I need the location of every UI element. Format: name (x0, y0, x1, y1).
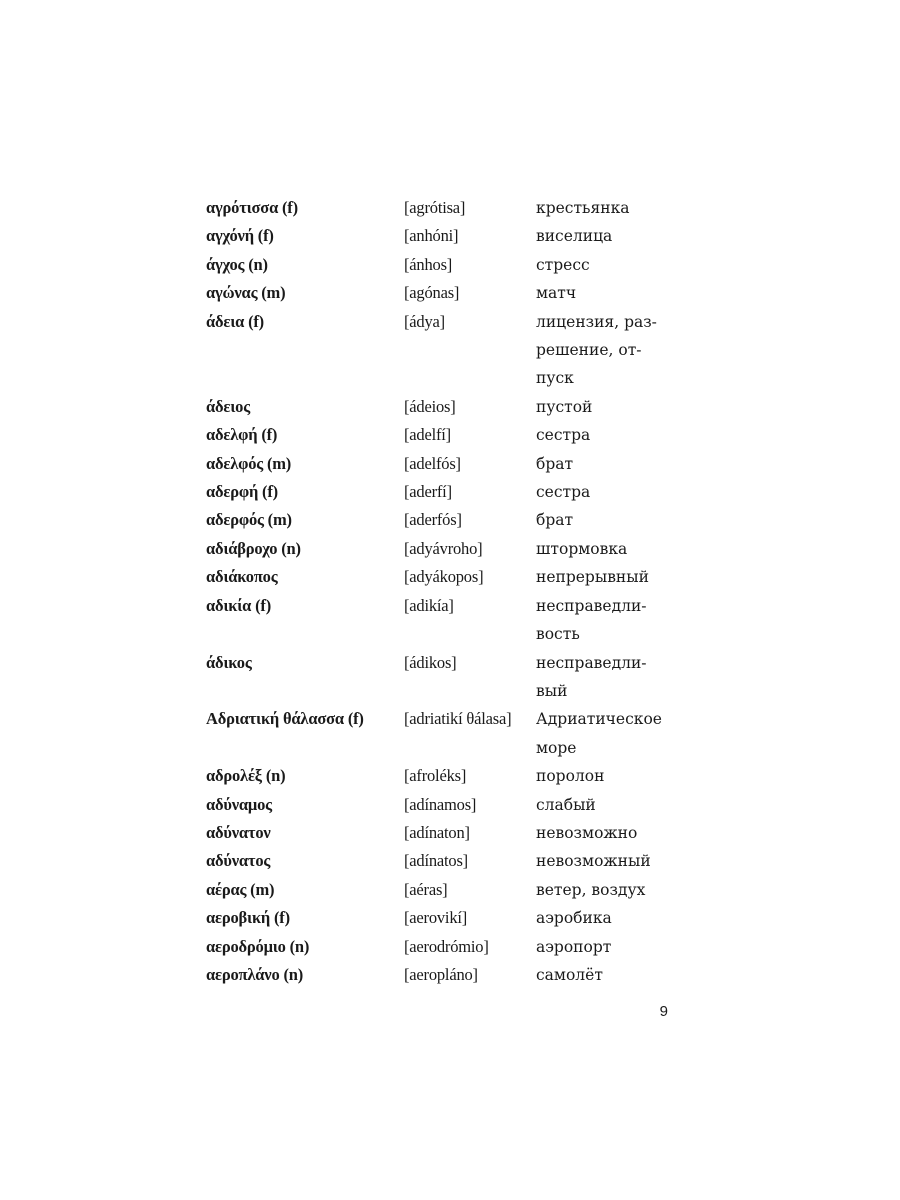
dictionary-entry (206, 506, 676, 534)
page-number: 9 (659, 1003, 668, 1020)
dictionary-entry (206, 393, 676, 421)
entry-word: αδύναμος (206, 794, 272, 814)
dictionary-entry (206, 592, 676, 649)
entry-meaning-line: слабый (536, 795, 596, 814)
entry-meaning (536, 819, 676, 847)
dictionary-entry (206, 933, 676, 961)
dictionary-entry (206, 279, 676, 307)
entry-meaning-line: самолёт (536, 965, 603, 984)
entry-word: αδιάκοπος (206, 567, 278, 587)
entry-meaning-line: крестьянка (536, 199, 630, 217)
entry-meaning-line: сестра (536, 426, 591, 445)
entry-transcription: [aeropláno] (404, 964, 478, 984)
dictionary-entry (206, 421, 676, 449)
entry-transcription: [ádeios] (404, 396, 456, 416)
entry-transcription: [adyávroho] (404, 538, 483, 558)
entry-meaning (536, 933, 676, 961)
entry-meaning-line: сестра (536, 483, 591, 502)
entry-meaning-line: пуск (536, 369, 574, 388)
entry-meaning (536, 961, 676, 989)
entry-transcription: [adínamos] (404, 794, 477, 814)
entry-meaning (536, 251, 676, 279)
entry-meaning-line: брат (536, 511, 574, 530)
entry-transcription: [ánhos] (404, 254, 453, 274)
entry-transcription: [adriatikí θálasa] (404, 709, 512, 729)
entry-meaning-line: вый (536, 681, 568, 700)
entry-meaning (536, 876, 676, 904)
entry-meaning-line: штормовка (536, 539, 628, 558)
entry-word: Αδριατική θάλασσα (f) (206, 709, 364, 729)
entry-transcription: [aderfí] (404, 482, 452, 502)
entry-meaning-line: пустой (536, 397, 593, 416)
entry-meaning-line: ветер, воздух (536, 880, 646, 899)
entry-word: αδελφή (f) (206, 425, 278, 445)
entry-meaning-line: вость (536, 625, 580, 644)
dictionary-entry (206, 222, 676, 250)
entry-meaning (536, 904, 676, 932)
entry-meaning-line: лицензия, раз- (536, 312, 657, 331)
entry-word: αδικία (f) (206, 595, 271, 615)
entry-meaning-line: аэробика (536, 909, 612, 928)
entry-transcription: [adelfí] (404, 425, 451, 445)
entry-meaning (536, 279, 676, 307)
dictionary-entry (206, 251, 676, 279)
entry-meaning (536, 762, 676, 790)
entry-word: άδειος (206, 396, 250, 416)
entry-meaning-line: матч (536, 284, 577, 303)
entry-meaning (536, 506, 676, 534)
entry-meaning-line: море (536, 738, 577, 757)
entry-meaning-line: Адриатическое (536, 710, 662, 729)
entry-meaning (536, 847, 676, 875)
dictionary-entry (206, 847, 676, 875)
entry-meaning-line: виселица (536, 227, 613, 246)
entry-meaning (536, 308, 676, 393)
entry-meaning (536, 194, 676, 222)
entry-transcription: [agrótisa] (404, 198, 466, 217)
entry-meaning (536, 705, 676, 762)
dictionary-entry (206, 535, 676, 563)
entry-meaning (536, 450, 676, 478)
entry-meaning-line: аэропорт (536, 937, 612, 956)
entry-transcription: [adínatos] (404, 851, 468, 871)
entry-meaning-line: непрерывный (536, 568, 649, 587)
dictionary-entries (206, 194, 676, 989)
entry-word: αεροπλάνο (n) (206, 964, 304, 984)
entry-meaning-line: поролон (536, 767, 605, 786)
entry-meaning-line: брат (536, 454, 574, 473)
dictionary-entry (206, 194, 676, 222)
entry-meaning (536, 592, 676, 649)
dictionary-entry (206, 791, 676, 819)
entry-word: αέρας (m) (206, 879, 275, 899)
entry-transcription: [adínaton] (404, 822, 470, 842)
entry-transcription: [agónas] (404, 283, 460, 303)
entry-word: αδύνατον (206, 822, 271, 842)
entry-word: άδεια (f) (206, 311, 264, 331)
entry-word: αδελφός (m) (206, 453, 292, 473)
entry-transcription: [aerovikí] (404, 908, 468, 928)
dictionary-entry (206, 819, 676, 847)
entry-transcription: [adyákopos] (404, 567, 484, 587)
entry-meaning-line: несправедли- (536, 596, 647, 615)
entry-transcription: [ádya] (404, 311, 445, 331)
entry-meaning (536, 478, 676, 506)
entry-transcription: [ádikos] (404, 652, 457, 672)
entry-word: άγχος (n) (206, 254, 268, 274)
entry-word: αεροβική (f) (206, 908, 290, 928)
entry-word: αδερφός (m) (206, 510, 292, 530)
dictionary-entry (206, 904, 676, 932)
entry-meaning (536, 649, 676, 706)
entry-word: αγώνας (m) (206, 283, 286, 303)
entry-word: αδιάβροχο (n) (206, 538, 301, 558)
dictionary-entry (206, 762, 676, 790)
dictionary-entry (206, 478, 676, 506)
entry-transcription: [aderfós] (404, 510, 462, 530)
dictionary-entry (206, 563, 676, 591)
entry-meaning-line: решение, от- (536, 341, 642, 360)
entry-meaning (536, 563, 676, 591)
entry-meaning-line: невозможно (536, 823, 638, 842)
dictionary-entry (206, 649, 676, 706)
entry-meaning-line: невозможный (536, 852, 651, 871)
entry-transcription: [adikía] (404, 595, 454, 615)
dictionary-entry (206, 961, 676, 989)
entry-word: αδρολέξ (n) (206, 766, 286, 786)
entry-word: αδερφή (f) (206, 482, 278, 502)
entry-transcription: [aerodrómio] (404, 936, 489, 956)
entry-meaning (536, 791, 676, 819)
entry-word: άδικος (206, 652, 252, 672)
entry-meaning (536, 421, 676, 449)
entry-meaning (536, 393, 676, 421)
entry-transcription: [anhóni] (404, 226, 459, 246)
entry-word: αγρότισσα (f) (206, 198, 298, 217)
dictionary-entry (206, 705, 676, 762)
dictionary-entry (206, 876, 676, 904)
entry-transcription: [aéras] (404, 879, 448, 899)
entry-transcription: [afroléks] (404, 766, 467, 786)
entry-meaning (536, 222, 676, 250)
entry-word: αδύνατος (206, 851, 271, 871)
entry-meaning-line: стресс (536, 255, 590, 274)
entry-word: αγχόνή (f) (206, 226, 274, 246)
entry-meaning (536, 535, 676, 563)
dictionary-entry (206, 450, 676, 478)
dictionary-entry (206, 308, 676, 393)
entry-word: αεροδρόμιο (n) (206, 936, 310, 956)
entry-meaning-line: несправедли- (536, 653, 647, 672)
entry-transcription: [adelfós] (404, 453, 461, 473)
